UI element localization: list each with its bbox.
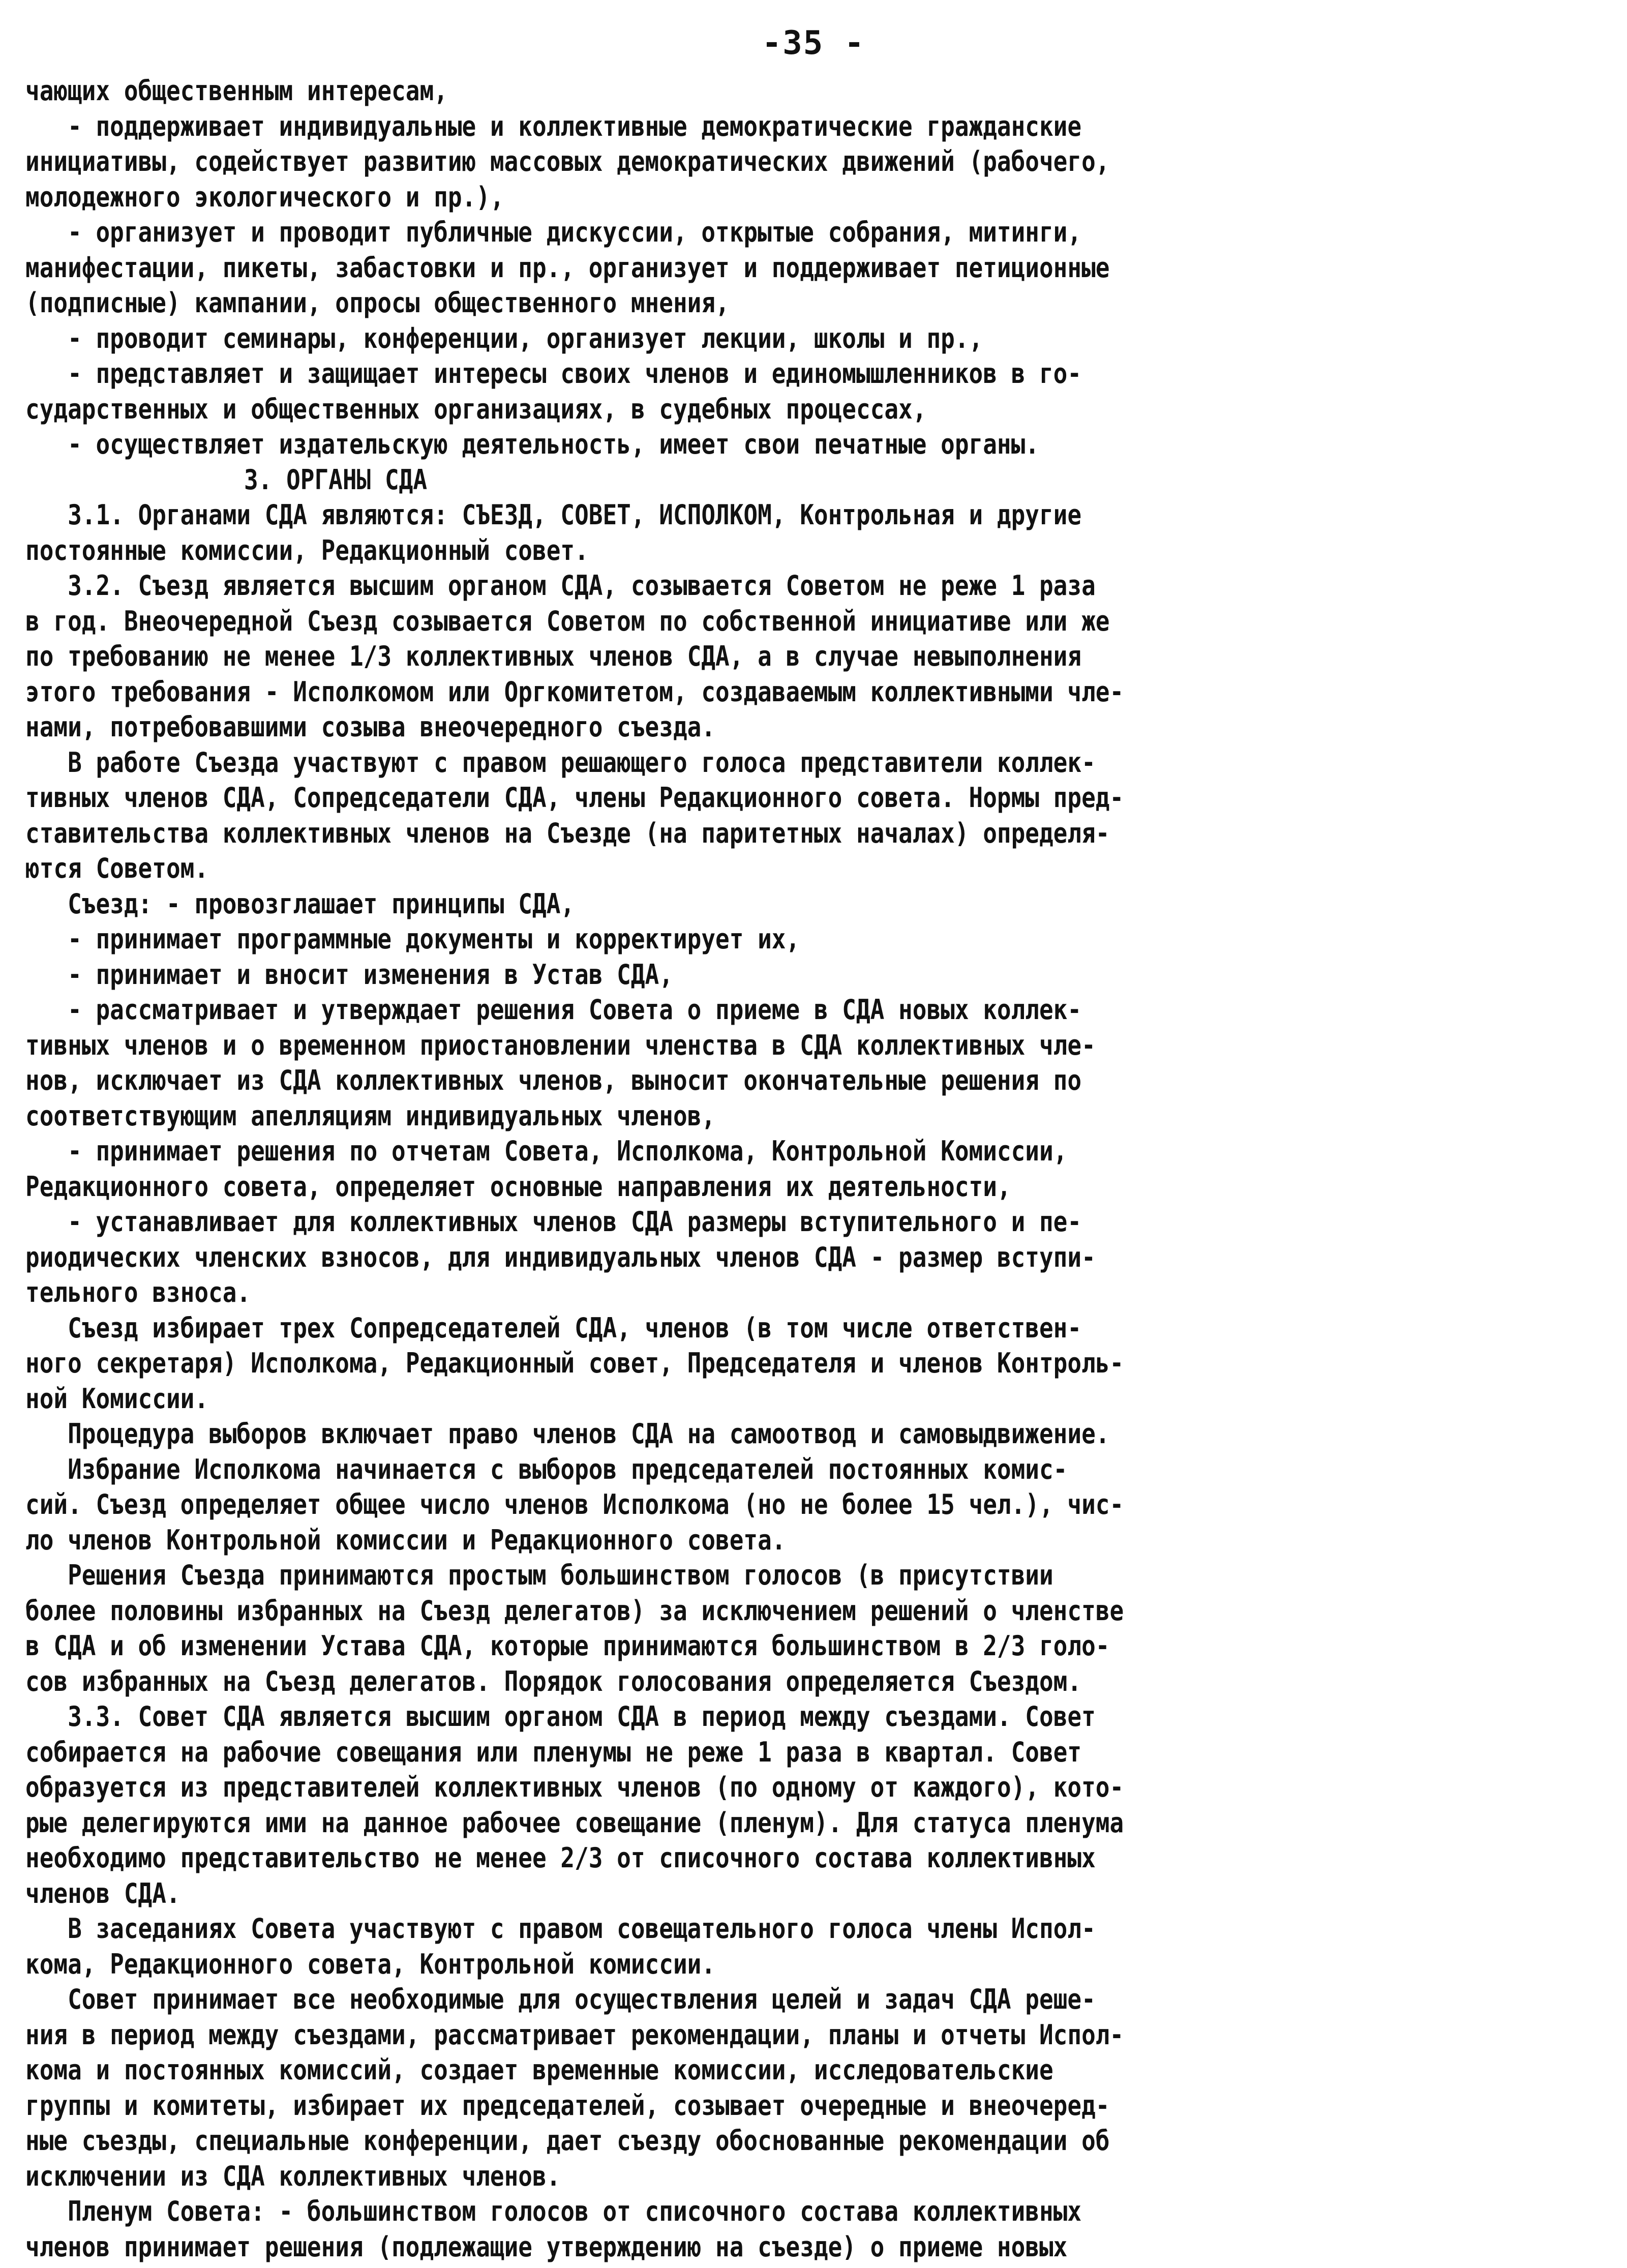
text-line: в СДА и об изменении Устава СДА, которые принимаются большинством в 2/3 голо- bbox=[25, 1629, 1110, 1662]
text-line: в год. Внеочередной Съезд созывается Советом по собственной инициативе или же bbox=[25, 604, 1110, 637]
text-line: образуется из представителей коллективных членов (по одному от каждого), кото- bbox=[25, 1771, 1124, 1803]
text-line: - рассматривает и утверждает решения Совета о приеме в СДА новых коллек- bbox=[25, 993, 1082, 1026]
page-number: -35 - bbox=[762, 24, 865, 62]
text-line: Съезд: - провозглашает принципы СДА, bbox=[25, 887, 575, 920]
text-line: Совет принимает все необходимые для осуществления целей и задач СДА реше- bbox=[25, 1983, 1096, 2015]
text-line: ния в период между съездами, рассматривает рекомендации, планы и отчеты Испол- bbox=[25, 2018, 1124, 2051]
text-line: рые делегируются ими на данное рабочее совещание (пленум). Для статуса пленума bbox=[25, 1806, 1124, 1839]
text-line: манифестации, пикеты, забастовки и пр., организует и поддерживает петиционные bbox=[25, 251, 1110, 284]
text-line: - осуществляет издательскую деятельность, имеет свои печатные органы. bbox=[25, 428, 1039, 460]
text-line: (подписные) кампании, опросы общественного мнения, bbox=[25, 286, 730, 319]
text-line: ной Комиссии. bbox=[25, 1382, 209, 1415]
text-line: - принимает и вносит изменения в Устав СДА, bbox=[25, 958, 673, 991]
text-line: молодежного экологического и пр.), bbox=[25, 180, 504, 213]
text-line: Съезд избирает трех Сопредседателей СДА, членов (в том числе ответствен- bbox=[25, 1311, 1082, 1344]
text-line: Процедура выборов включает право членов СДА на самоотвод и самовыдвижение. bbox=[25, 1417, 1110, 1450]
document-body bbox=[25, 70, 1602, 2261]
text-line: Редакционного совета, определяет основные направления их деятельности, bbox=[25, 1170, 1011, 1203]
text-line: кома и постоянных комиссий, создает временные комиссии, исследовательские bbox=[25, 2053, 1053, 2086]
text-line: соответствующим апелляциям индивидуальных членов, bbox=[25, 1099, 716, 1132]
section-heading: 3. ОРГАНЫ СДА bbox=[244, 463, 428, 496]
text-line: Пленум Совета: - большинством голосов от списочного состава коллективных bbox=[25, 2195, 1082, 2227]
text-line: членов принимает решения (подлежащие утверждению на съезде) о приеме новых bbox=[25, 2230, 1068, 2263]
text-line: ные съезды, специальные конференции, дает съезду обоснованные рекомендации об bbox=[25, 2124, 1110, 2157]
text-line: нов, исключает из СДА коллективных членов, выносит окончательные решения по bbox=[25, 1064, 1082, 1096]
text-line: более половины избранных на Съезд делегатов) за исключением решений о членстве bbox=[25, 1594, 1124, 1627]
text-line: ставительства коллективных членов на Съезде (на паритетных началах) определя- bbox=[25, 816, 1110, 849]
text-line: сударственных и общественных организациях, в судебных процессах, bbox=[25, 392, 927, 425]
text-line: В заседаниях Совета участвуют с правом совещательного голоса члены Испол- bbox=[25, 1912, 1096, 1945]
text-line: - устанавливает для коллективных членов СДА размеры вступительного и пе- bbox=[25, 1205, 1082, 1238]
text-line: инициативы, содействует развитию массовых демократических движений (рабочего, bbox=[25, 145, 1110, 177]
text-line: ло членов Контрольной комиссии и Редакционного совета. bbox=[25, 1523, 786, 1556]
text-line: В работе Съезда участвуют с правом решающего голоса представители коллек- bbox=[25, 745, 1096, 779]
text-line: - принимает решения по отчетам Совета, Исполкома, Контрольной Комиссии, bbox=[25, 1135, 1068, 1167]
text-line: 3.2. Съезд является высшим органом СДА, созывается Советом не реже 1 раза bbox=[25, 569, 1096, 602]
text-line: тивных членов и о временном приостановлении членства в СДА коллективных чле- bbox=[25, 1028, 1096, 1061]
text-line: этого требования - Исполкомом или Оргкомитетом, создаваемым коллективными чле- bbox=[25, 675, 1124, 708]
text-line: - представляет и защищает интересы своих членов и единомышленников в го- bbox=[25, 357, 1082, 390]
text-line: Решения Съезда принимаются простым большинством голосов (в присутствии bbox=[25, 1559, 1053, 1591]
text-line: риодических членских взносов, для индивидуальных членов СДА - размер вступи- bbox=[25, 1240, 1096, 1273]
text-line: 3.1. Органами СДА являются: СЪЕЗД, СОВЕТ, ИСПОЛКОМ, Контрольная и другие bbox=[25, 498, 1082, 531]
text-line: - проводит семинары, конференции, организует лекции, школы и пр., bbox=[25, 321, 983, 354]
text-line: группы и комитеты, избирает их председателей, созывает очередные и внеочеред- bbox=[25, 2088, 1110, 2122]
text-line: членов СДА. bbox=[25, 1876, 180, 1909]
text-line: собирается на рабочие совещания или пленумы не реже 1 раза в квартал. Совет bbox=[25, 1735, 1082, 1768]
text-line: ются Советом. bbox=[25, 852, 209, 884]
text-line: необходимо представительство не менее 2/3 от списочного состава коллективных bbox=[25, 1841, 1096, 1874]
text-line: тивных членов СДА, Сопредседатели СДА, члены Редакционного совета. Нормы пред- bbox=[25, 781, 1124, 814]
text-line: постоянные комиссии, Редакционный совет. bbox=[25, 533, 589, 566]
text-line: нами, потребовавшими созыва внеочередного съезда. bbox=[25, 710, 716, 743]
text-line: тельного взноса. bbox=[25, 1276, 251, 1308]
text-line: - поддерживает индивидуальные и коллективные демократические гражданские bbox=[25, 109, 1082, 142]
text-line: по требованию не менее 1/3 коллективных членов СДА, а в случае невыполнения bbox=[25, 640, 1082, 672]
text-line: кома, Редакционного совета, Контрольной комиссии. bbox=[25, 1947, 716, 1980]
text-line: 3.3. Совет СДА является высшим органом СДА в период между съездами. Совет bbox=[25, 1700, 1096, 1733]
text-line: - принимает программные документы и корректирует их, bbox=[25, 922, 800, 955]
text-line: исключении из СДА коллективных членов. bbox=[25, 2159, 561, 2192]
document-page bbox=[25, 20, 1602, 2263]
text-line: сов избранных на Съезд делегатов. Порядок голосования определяется Съездом. bbox=[25, 1664, 1082, 1697]
text-line: ного секретаря) Исполкома, Редакционный совет, Председателя и членов Контроль- bbox=[25, 1347, 1124, 1379]
text-line: - организует и проводит публичные дискуссии, открытые собрания, митинги, bbox=[25, 216, 1082, 248]
text-line: чающих общественным интересам, bbox=[25, 74, 448, 107]
text-line: сий. Съезд определяет общее число членов Исполкома (но не более 15 чел.), чис- bbox=[25, 1488, 1124, 1520]
text-line: Избрание Исполкома начинается с выборов председателей постоянных комис- bbox=[25, 1452, 1068, 1485]
